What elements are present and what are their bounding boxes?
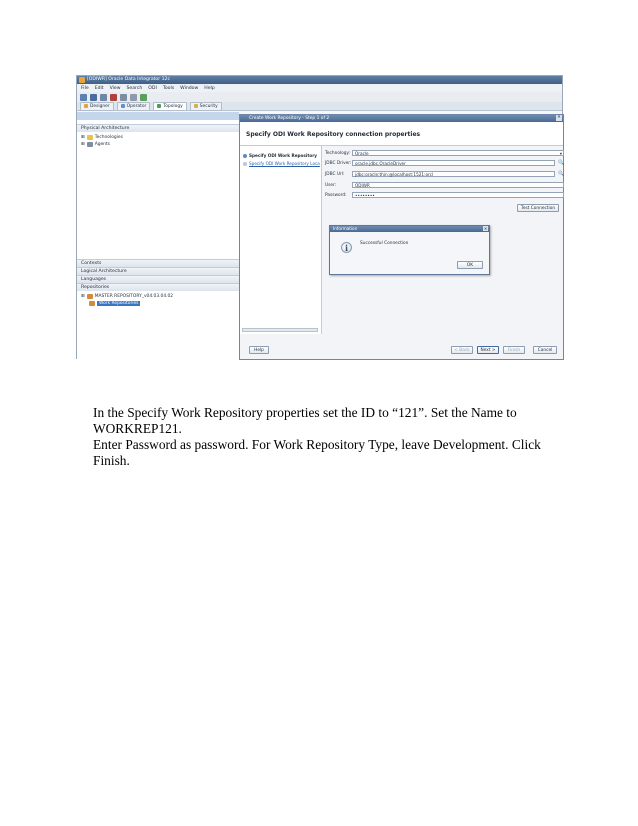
tab-label: Designer — [90, 103, 110, 109]
repository-icon — [87, 294, 93, 299]
menu-odi[interactable]: ODI — [148, 85, 157, 91]
jdbc-url-field[interactable]: jdbc:oracle:thin:@localhost:1521:orcl — [352, 171, 555, 177]
horizontal-scrollbar[interactable] — [242, 328, 318, 332]
security-icon — [194, 104, 198, 108]
tab-label: Security — [199, 103, 218, 109]
accordion-logical-architecture[interactable]: Logical Architecture — [77, 267, 239, 275]
toolbar — [77, 92, 562, 102]
new-icon[interactable] — [80, 94, 87, 101]
jdbc-driver-field[interactable]: oracle.jdbc.OracleDriver — [352, 160, 555, 166]
cancel-button[interactable]: Cancel — [533, 346, 557, 354]
save-all-icon[interactable] — [100, 94, 107, 101]
user-label: User: — [325, 183, 337, 188]
instruction-paragraph — [93, 405, 563, 469]
accordion-languages[interactable]: Languages — [77, 275, 239, 283]
ok-button[interactable]: OK — [457, 261, 483, 269]
folder-icon — [87, 135, 93, 140]
wizard-steps — [240, 146, 322, 334]
tree-item-work-repositories[interactable] — [89, 301, 140, 306]
repository-icon — [89, 301, 95, 306]
tree-item-master-repository[interactable] — [81, 294, 173, 299]
search-icon[interactable]: 🔍 — [558, 160, 565, 166]
dialog-header — [240, 122, 563, 146]
information-icon: i — [341, 242, 352, 253]
menu-help[interactable]: Help — [204, 85, 215, 91]
accordion-repositories[interactable]: Repositories — [77, 283, 239, 291]
menu-bar — [77, 84, 562, 92]
info-message: Successful Connection — [360, 241, 409, 246]
instruction-line-1: In the Specify Work Repository properties set the ID to “121”. Set the Name to WORKREP121. — [93, 405, 517, 436]
tree-item-technologies[interactable] — [81, 135, 123, 140]
menu-tools[interactable]: Tools — [162, 85, 175, 91]
step-pending-icon — [243, 162, 247, 166]
dialog-title: Create Work Repository - Step 1 of 2 — [249, 116, 330, 121]
instruction-line-2: Enter Password as password. For Work Repository Type, leave Development. Click Finish. — [93, 437, 541, 468]
tab-topology[interactable] — [153, 102, 186, 111]
menu-edit[interactable]: Edit — [94, 85, 104, 91]
copy-icon[interactable] — [120, 94, 127, 101]
step-2[interactable] — [243, 161, 320, 166]
tree-label: MASTER REPOSITORY_v04.03.04.02 — [94, 294, 174, 299]
password-label: Password: — [325, 193, 347, 198]
tab-security[interactable] — [190, 102, 222, 111]
run-icon[interactable] — [140, 94, 147, 101]
finish-button[interactable]: Finish — [503, 346, 525, 354]
dialog-title-bar — [240, 115, 563, 122]
user-field[interactable]: ODIWR — [352, 182, 564, 188]
test-connection-button[interactable]: Test Connection — [517, 204, 559, 212]
tree-label-selected: Work Repositories — [99, 301, 139, 306]
close-icon[interactable]: ✕ — [557, 115, 561, 120]
search-icon[interactable]: 🔍 — [558, 171, 565, 177]
jdbc-url-label: JDBC Url: — [325, 172, 345, 177]
step-label: Specify ODI Work Repository Loca — [249, 161, 320, 166]
tab-label: Operator — [126, 103, 147, 109]
navigator-tabs — [77, 102, 562, 111]
tab-operator[interactable] — [117, 102, 151, 111]
technology-value: Oracle — [355, 151, 369, 156]
help-button[interactable]: Help — [249, 346, 269, 354]
info-title: Information — [333, 226, 358, 231]
back-button[interactable]: < Back — [451, 346, 473, 354]
dialog-heading: Specify ODI Work Repository connection properties — [246, 131, 421, 138]
menu-search[interactable]: Search — [126, 85, 143, 91]
paste-icon[interactable] — [130, 94, 137, 101]
navigator-header — [77, 112, 239, 120]
save-icon[interactable] — [90, 94, 97, 101]
cut-icon[interactable] — [110, 94, 117, 101]
info-title-bar — [330, 226, 489, 232]
technology-select[interactable] — [352, 150, 564, 156]
menu-view[interactable]: View — [109, 85, 121, 91]
information-dialog — [329, 225, 490, 275]
chevron-down-icon: ▾ — [559, 151, 562, 156]
screenshot — [76, 75, 563, 359]
tab-label: Topology — [163, 103, 183, 109]
step-label: Specify ODI Work Repository — [249, 153, 318, 158]
window-title: [ODIWR] Oracle Data Integrator 12c — [87, 77, 170, 82]
technology-label: Technology: — [325, 151, 351, 156]
tree-item-agents[interactable] — [81, 142, 110, 147]
window-title-bar — [77, 76, 562, 84]
designer-icon — [84, 104, 88, 108]
accordion-contexts[interactable]: Contexts — [77, 259, 239, 267]
expand-icon[interactable]: ⊞ — [81, 142, 85, 147]
create-work-repository-dialog — [239, 114, 564, 360]
operator-icon — [121, 104, 125, 108]
expand-icon[interactable]: ⊞ — [81, 294, 85, 299]
tree-label: Agents — [94, 142, 110, 147]
expand-icon[interactable]: ⊞ — [81, 135, 85, 140]
step-1[interactable] — [243, 153, 317, 158]
step-current-icon — [243, 154, 247, 158]
close-icon[interactable]: ✕ — [483, 226, 488, 231]
accordion-physical-architecture[interactable]: Physical Architecture — [77, 124, 239, 132]
tab-designer[interactable] — [80, 102, 114, 111]
next-button[interactable]: Next > — [477, 346, 499, 354]
menu-window[interactable]: Window — [180, 85, 199, 91]
odi-app-icon — [79, 77, 85, 83]
agents-icon — [87, 142, 93, 147]
topology-navigator — [77, 120, 240, 360]
menu-file[interactable]: File — [81, 85, 89, 91]
topology-icon — [157, 104, 161, 108]
tree-label: Technologies — [94, 135, 123, 140]
password-field[interactable]: •••••••• — [352, 192, 564, 198]
jdbc-driver-label: JDBC Driver: — [325, 161, 352, 166]
